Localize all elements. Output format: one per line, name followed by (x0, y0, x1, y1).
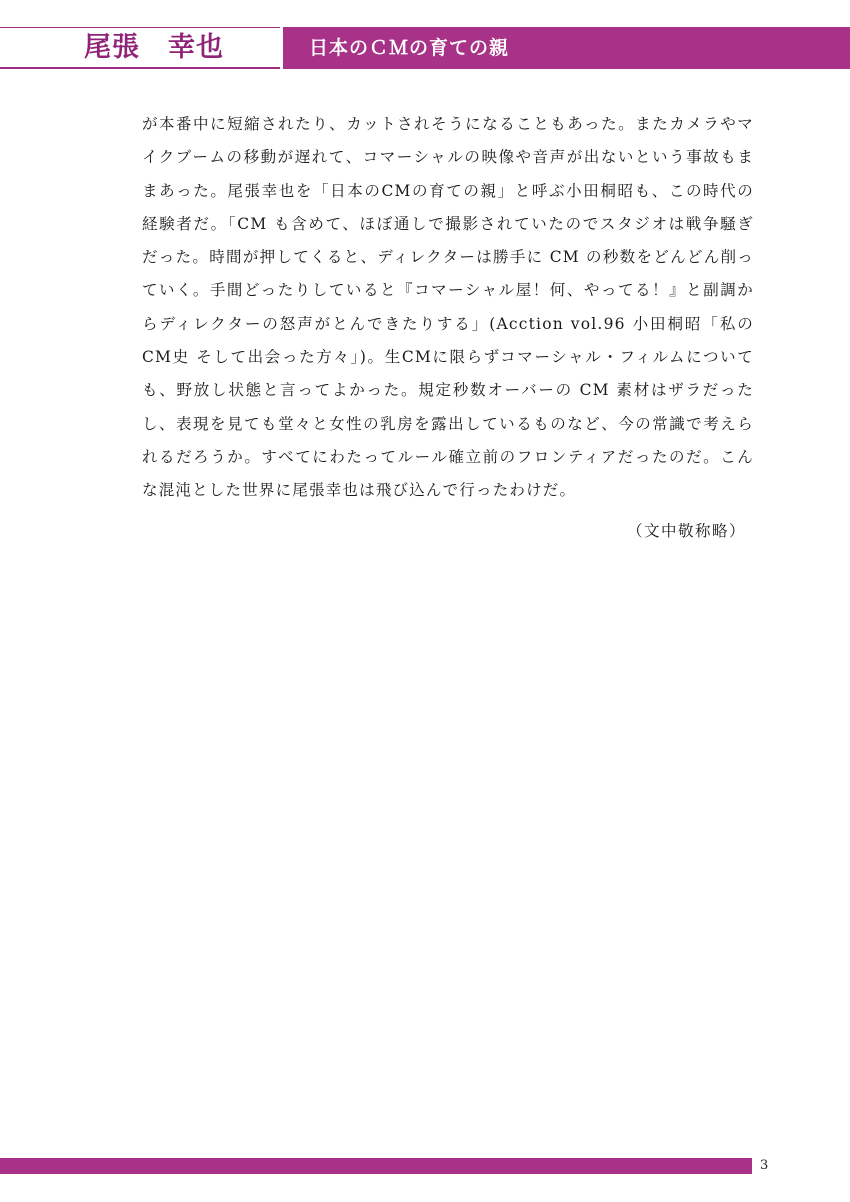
page-number: 3 (760, 1158, 769, 1173)
footer-bar (0, 1158, 752, 1174)
honorifics-note: （文中敬称略） (626, 522, 746, 540)
author-name-box (0, 27, 280, 69)
title-band (283, 27, 850, 69)
page-title: 日本のＣＭの育ての親 (309, 37, 510, 59)
author-name: 尾張 幸也 (84, 32, 224, 63)
article-body: が本番中に短縮されたり、カットされそうになることもあった。またカメラやマイクブームの移動が遅れて、コマーシャルの映像や音声が出ないという事故もままあった。尾張幸也を「日本のCMの育ての親」と呼ぶ小田桐昭も、この時代の経験者だ。「CM も含めて、ほぼ通しで撮影されていたのでスタジオは戦争騒ぎだった。時間が押してくると、ディレクターは勝手に CM の秒数をどんどん削っていく。手間どったりしていると『コマーシャル屋！何、やってる！』と副調からディレクターの怒声がとんできたりする」(Acction vol.96 小田桐昭「私のCM史 そして出会った方々」)。生CMに限らずコマーシャル・フィルムについても、野放し状態と言ってよかった。規定秒数オーバーの CM 素材はザラだったし、表現を見ても堂々と女性の乳房を露出しているものなど、今の常識で考えられるだろうか。すべてにわたってルール確立前のフロンティアだったのだ。こんな混沌とした世界に尾張幸也は飛び込んで行ったわけだ。 (142, 115, 754, 500)
page-header (0, 27, 850, 71)
